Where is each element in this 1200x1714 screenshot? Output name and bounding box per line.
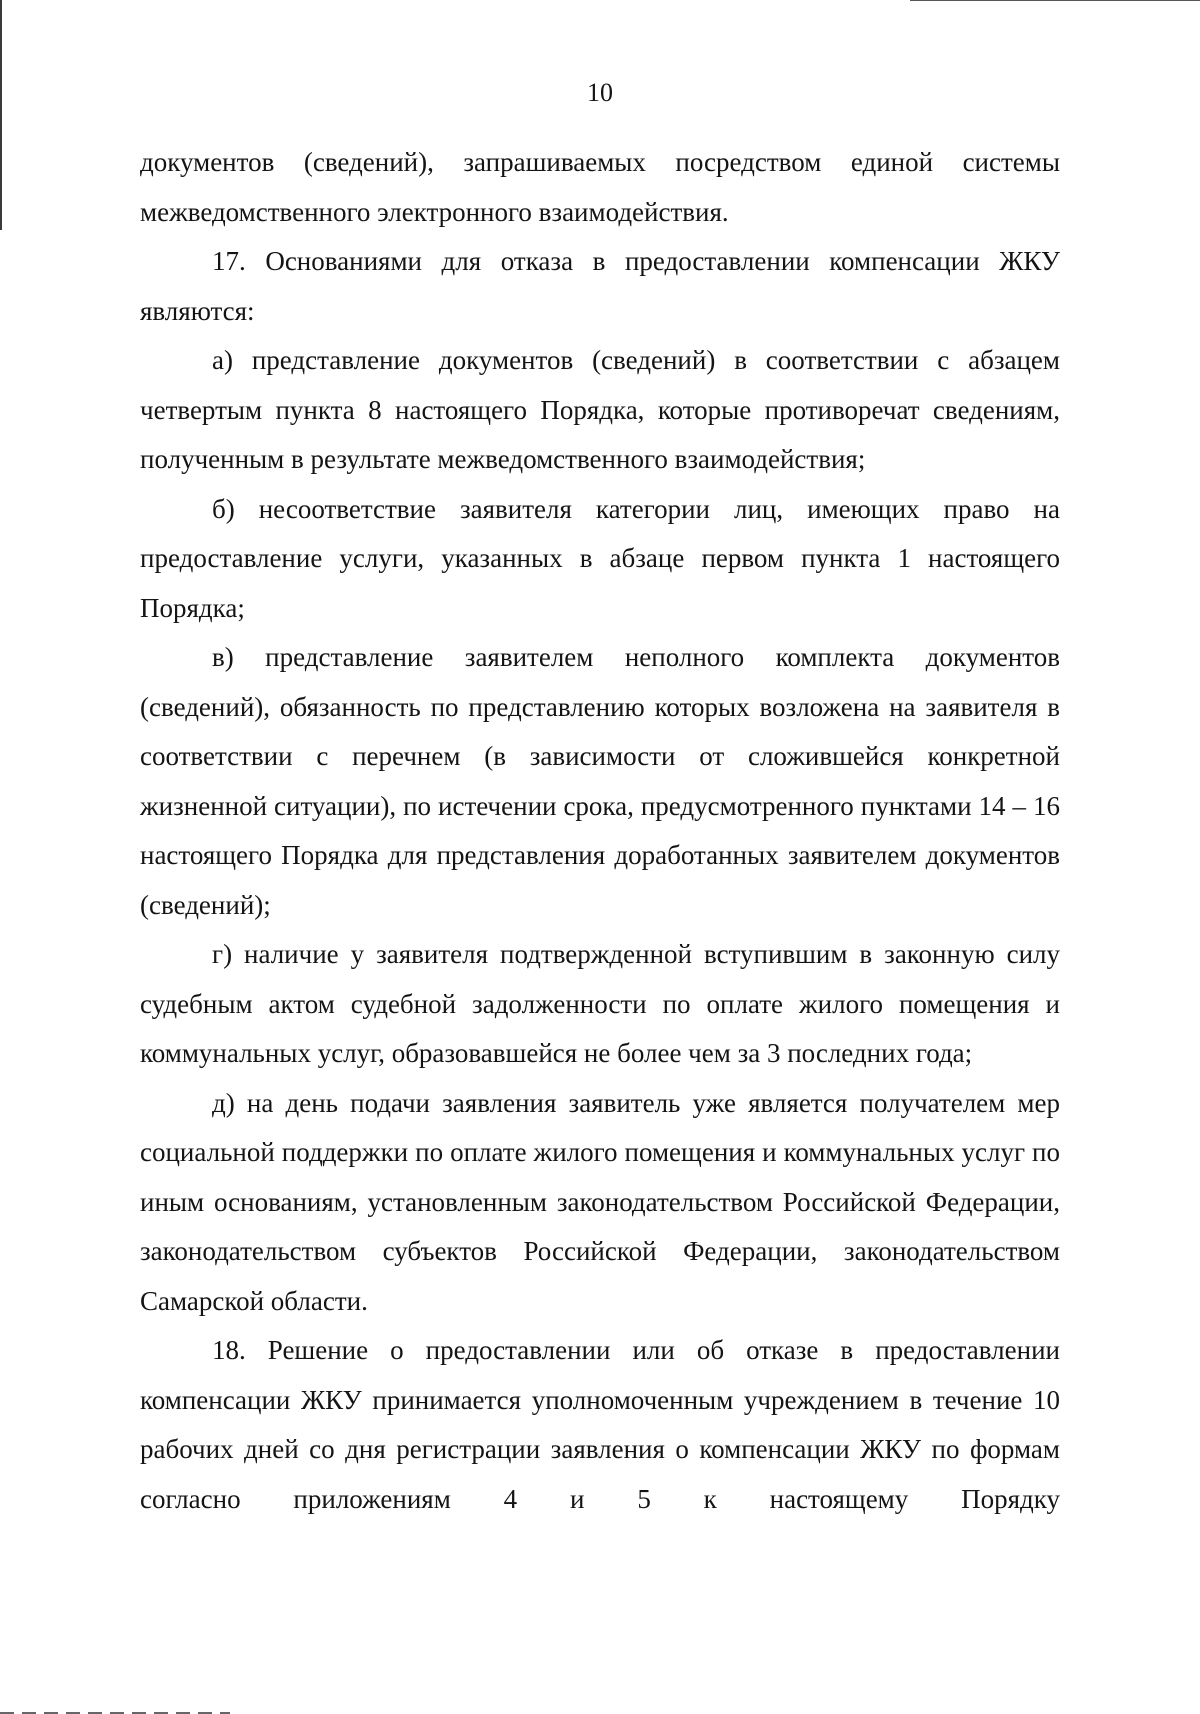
paragraph-item-17: 17. Основаниями для отказа в предоставлении компенсации ЖКУ являются: [140, 246, 1060, 326]
paragraph-subitem-a: а) представление документов (сведений) в соответствии с абзацем четвертым пункта 8 настоящего Порядка, которые противоречат сведениям, полученным в результате межведомственного взаимодействия; [140, 345, 1060, 474]
paragraph-subitem-v: в) представление заявителем неполного комплекта документов (сведений), обязанность по представлению которых возложена на заявителя в соответствии с перечнем (в зависимости от сложившейся конкретной жизненной ситуации), по истечении срока, предусмотренного пунктами 14 – 16 настоящего Порядка для представления доработанных заявителем документов (сведений); [140, 642, 1060, 920]
paragraph-item-18: 18. Решение о предоставлении или об отказе в предоставлении компенсации ЖКУ принимается уполномоченным учреждением в течение 10 рабочих дней со дня регистрации заявления о компенсации ЖКУ по формам согласно приложениям 4 и 5 к настоящему Порядку [140, 1335, 1060, 1514]
paragraph-subitem-g: г) наличие у заявителя подтвержденной вступившим в законную силу судебным актом судебной задолженности по оплате жилого помещения и коммунальных услуг, образовавшейся не более чем за 3 последних года; [140, 939, 1060, 1068]
scan-edge-top [910, 0, 1200, 1]
paragraph-continuation: документов (сведений), запрашиваемых посредством единой системы межведомственного электронного взаимодействия. [140, 147, 1060, 227]
page-number: 10 [587, 78, 613, 107]
paragraph-subitem-b: б) несоответствие заявителя категории лиц, имеющих право на предоставление услуги, указанных в абзаце первом пункта 1 настоящего Порядка; [140, 493, 1060, 623]
document-body [140, 138, 1060, 1524]
paragraph-subitem-d: д) на день подачи заявления заявитель уже является получателем мер социальной поддержки по оплате жилого помещения и коммунальных услуг по иным основаниям, установленным законодательством Российской Федерации, законодательством субъектов Российской Федерации, законодательством Самарской области. [140, 1087, 1060, 1316]
scan-edge-left [0, 0, 2, 230]
